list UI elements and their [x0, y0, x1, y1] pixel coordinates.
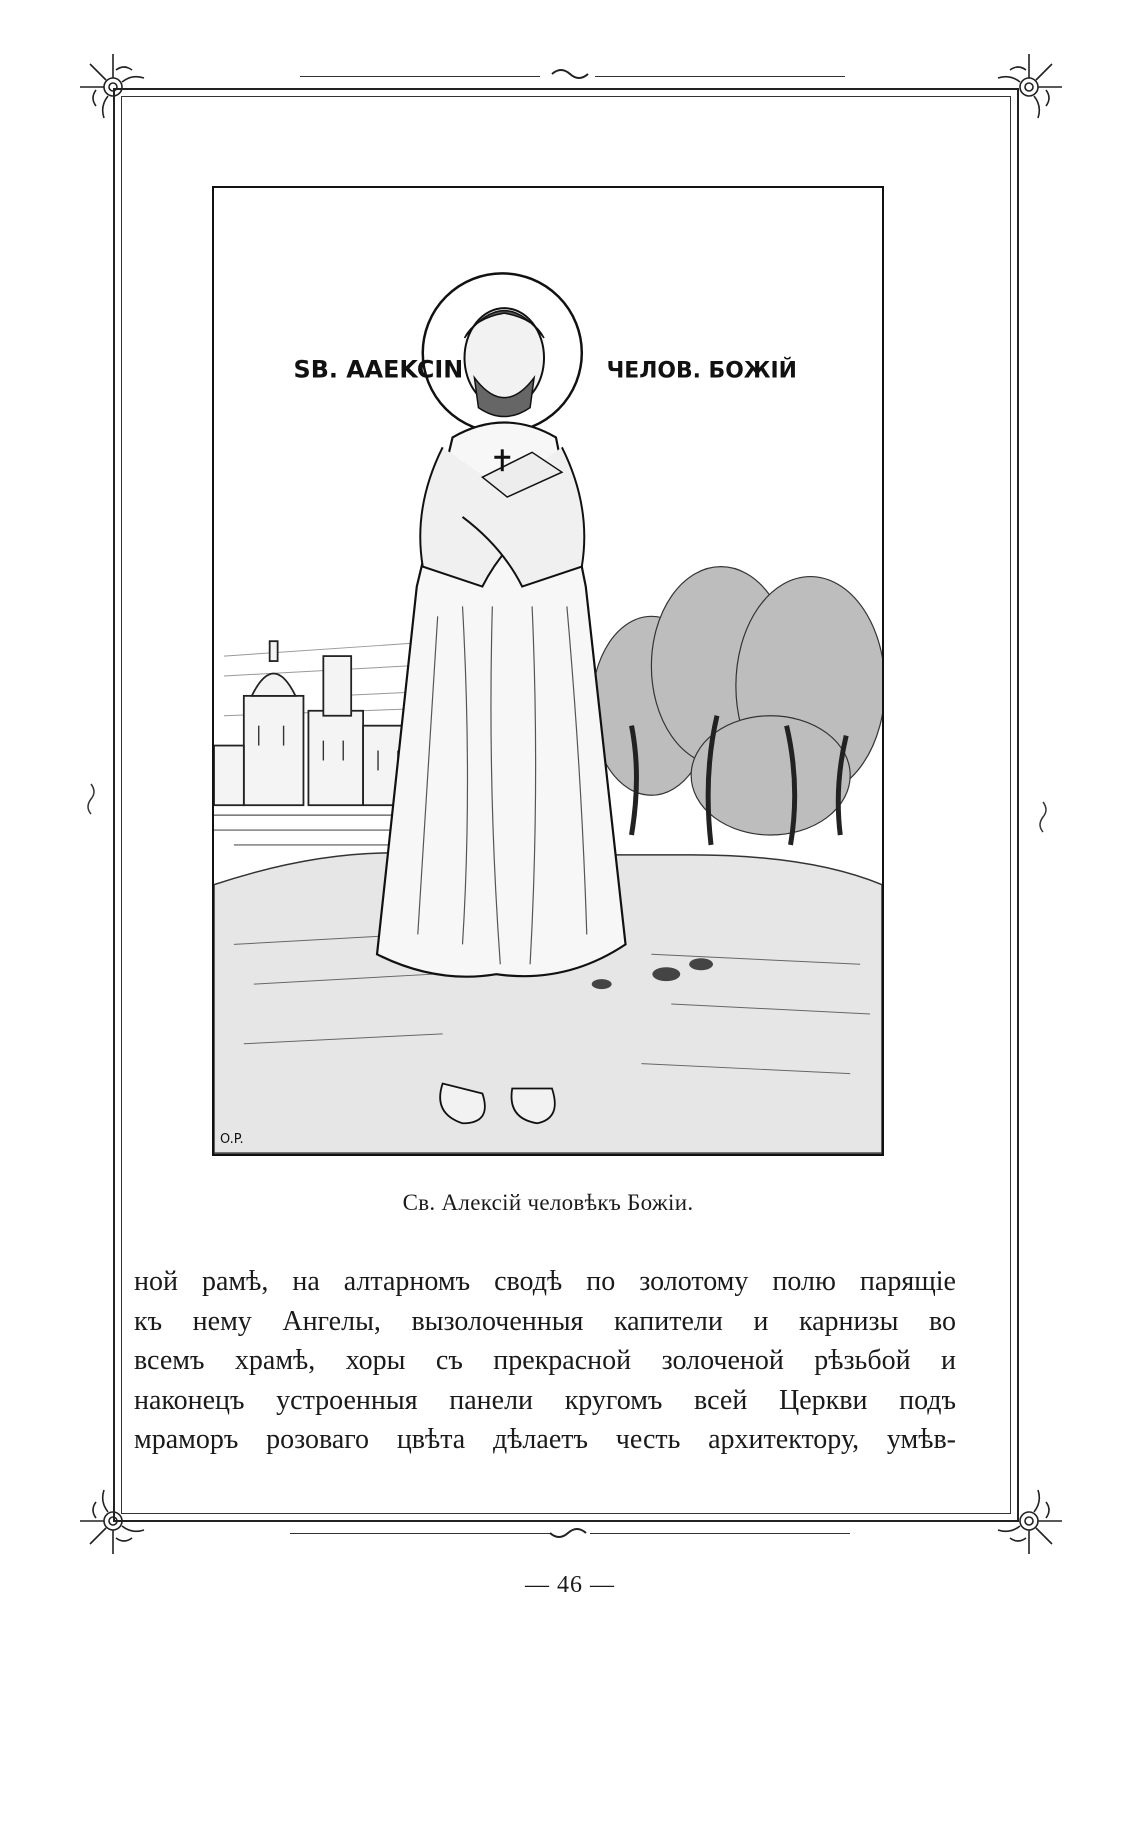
corner-ornament-icon — [994, 1486, 1064, 1556]
text-line: наконецъ устроенныя панели кругомъ всей Церкви подъ — [134, 1384, 956, 1416]
illustration-label-left: SB. AAEKCIN — [293, 355, 464, 384]
body-text — [134, 1262, 956, 1460]
saint-engraving-image — [214, 188, 882, 1154]
flourish-icon — [550, 66, 590, 82]
engraving-illustration — [212, 186, 884, 1156]
corner-ornament-icon — [78, 52, 148, 122]
text-line: мраморъ розоваго цвѣта дѣлаетъ честь архитектору, умѣв- — [134, 1424, 956, 1456]
engraver-monogram: O.P. — [219, 1132, 244, 1148]
text-line: всемъ храмѣ, хоры съ прекрасной золоченой рѣзьбой и — [134, 1345, 956, 1377]
side-ornament-icon — [1036, 800, 1050, 834]
frame-rule — [290, 1533, 550, 1534]
illustration-caption: Св. Алексій человѣкъ Божіи. — [402, 1190, 694, 1215]
page-number: — 46 — — [525, 1572, 615, 1598]
text-line: къ нему Ангелы, вызолоченныя капители и карнизы во — [134, 1305, 956, 1337]
flourish-icon — [548, 1525, 588, 1541]
frame-rule — [590, 1533, 850, 1534]
corner-ornament-icon — [994, 52, 1064, 122]
frame-rule — [300, 76, 540, 77]
side-ornament-icon — [84, 782, 98, 816]
frame-rule — [595, 76, 845, 77]
text-line: ной рамѣ, на алтарномъ сводѣ по золотому полю парящіе — [134, 1266, 956, 1297]
corner-ornament-icon — [78, 1486, 148, 1556]
illustration-label-right: ЧЕЛОВ. БОЖІЙ — [606, 358, 797, 384]
